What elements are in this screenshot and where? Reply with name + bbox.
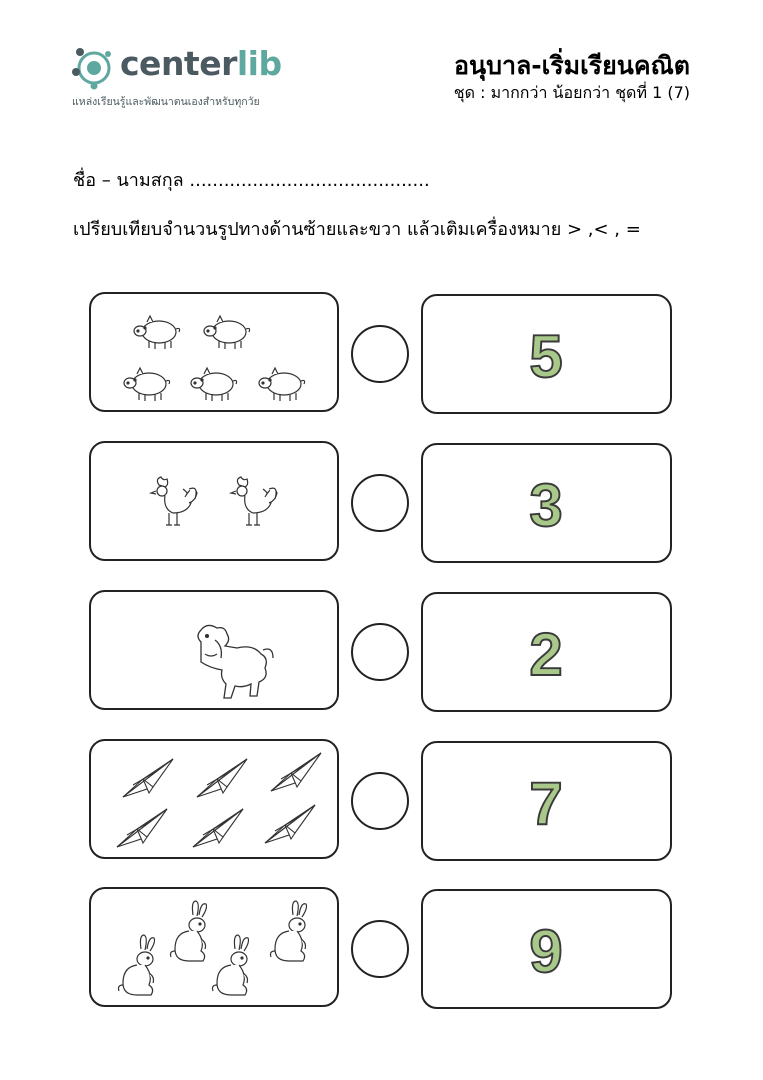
number-glyph <box>423 891 670 1007</box>
picture-box <box>89 590 339 710</box>
answer-circle[interactable] <box>351 920 409 978</box>
exercise-row <box>0 441 763 565</box>
exercise-row <box>0 739 763 863</box>
picture-box <box>89 887 339 1007</box>
number-box <box>421 443 672 563</box>
answer-circle[interactable] <box>351 474 409 532</box>
number-box <box>421 741 672 861</box>
pig-icon <box>91 294 341 414</box>
exercise-row <box>0 292 763 416</box>
answer-circle[interactable] <box>351 772 409 830</box>
rabbit-icon <box>91 889 341 1009</box>
number-box <box>421 889 672 1009</box>
picture-box <box>89 441 339 561</box>
name-field-line[interactable]: ชื่อ – นามสกุล .......................................... <box>73 170 430 191</box>
number-glyph <box>423 594 670 710</box>
logo-molecule-icon <box>70 42 118 90</box>
number-box <box>421 294 672 414</box>
logo-wordmark: centerlib <box>120 44 282 83</box>
svg-text:3: 3 <box>529 472 563 540</box>
answer-circle[interactable] <box>351 325 409 383</box>
logo-tagline: แหล่งเรียนรู้และพัฒนาตนเองสำหรับทุกวัย <box>72 96 260 108</box>
number-glyph <box>423 296 670 412</box>
lamb-icon <box>91 592 341 712</box>
worksheet-subtitle: ชุด : มากกว่า น้อยกว่า ชุดที่ 1 (7) <box>453 83 690 102</box>
rooster-icon <box>91 443 341 563</box>
number-glyph <box>423 445 670 561</box>
answer-circle[interactable] <box>351 623 409 681</box>
number-glyph <box>423 743 670 859</box>
picture-box <box>89 292 339 412</box>
instruction-text: เปรียบเทียบจำนวนรูปทางด้านซ้ายและขวา แล้วเติมเครื่องหมาย > ,< , = <box>73 219 641 240</box>
svg-text:2: 2 <box>529 621 563 689</box>
worksheet-title: อนุบาล-เริ่มเรียนคณิต <box>453 51 690 80</box>
paper-plane-icon <box>91 741 341 861</box>
exercise-row <box>0 887 763 1011</box>
picture-box <box>89 739 339 859</box>
svg-text:9: 9 <box>529 918 563 986</box>
number-box <box>421 592 672 712</box>
centerlib-logo <box>70 42 300 112</box>
exercise-row <box>0 590 763 714</box>
svg-text:5: 5 <box>529 323 563 391</box>
svg-text:7: 7 <box>529 770 563 838</box>
